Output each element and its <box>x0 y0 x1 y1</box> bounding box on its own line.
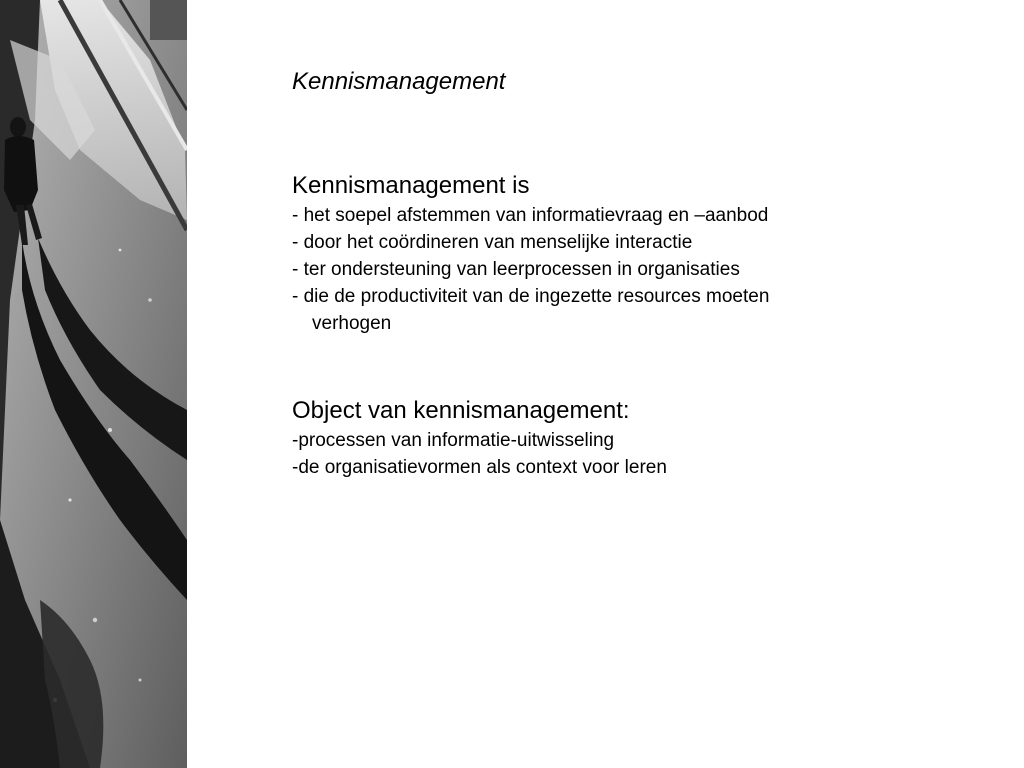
slide-title: Kennismanagement <box>292 68 506 95</box>
shadow-photo-image <box>0 0 187 768</box>
section-heading: Object van kennismanagement: <box>292 397 630 424</box>
bullet-line: - die de productiviteit van de ingezette resources moeten <box>292 286 770 307</box>
definition-section <box>292 170 992 337</box>
bullet-line-continuation: verhogen <box>312 313 392 334</box>
bullet-line: - het soepel afstemmen van informatievraag en –aanbod <box>292 205 769 226</box>
bullet-line: -processen van informatie-uitwisseling <box>292 430 615 451</box>
bullet-line: - door het coördineren van menselijke interactie <box>292 232 693 253</box>
object-section <box>292 395 992 481</box>
bullet-line: - ter ondersteuning van leerprocessen in organisaties <box>292 259 740 280</box>
bullet-line: -de organisatievormen als context voor leren <box>292 457 667 478</box>
section-heading: Kennismanagement is <box>292 172 530 199</box>
shadow-photo <box>0 0 187 768</box>
